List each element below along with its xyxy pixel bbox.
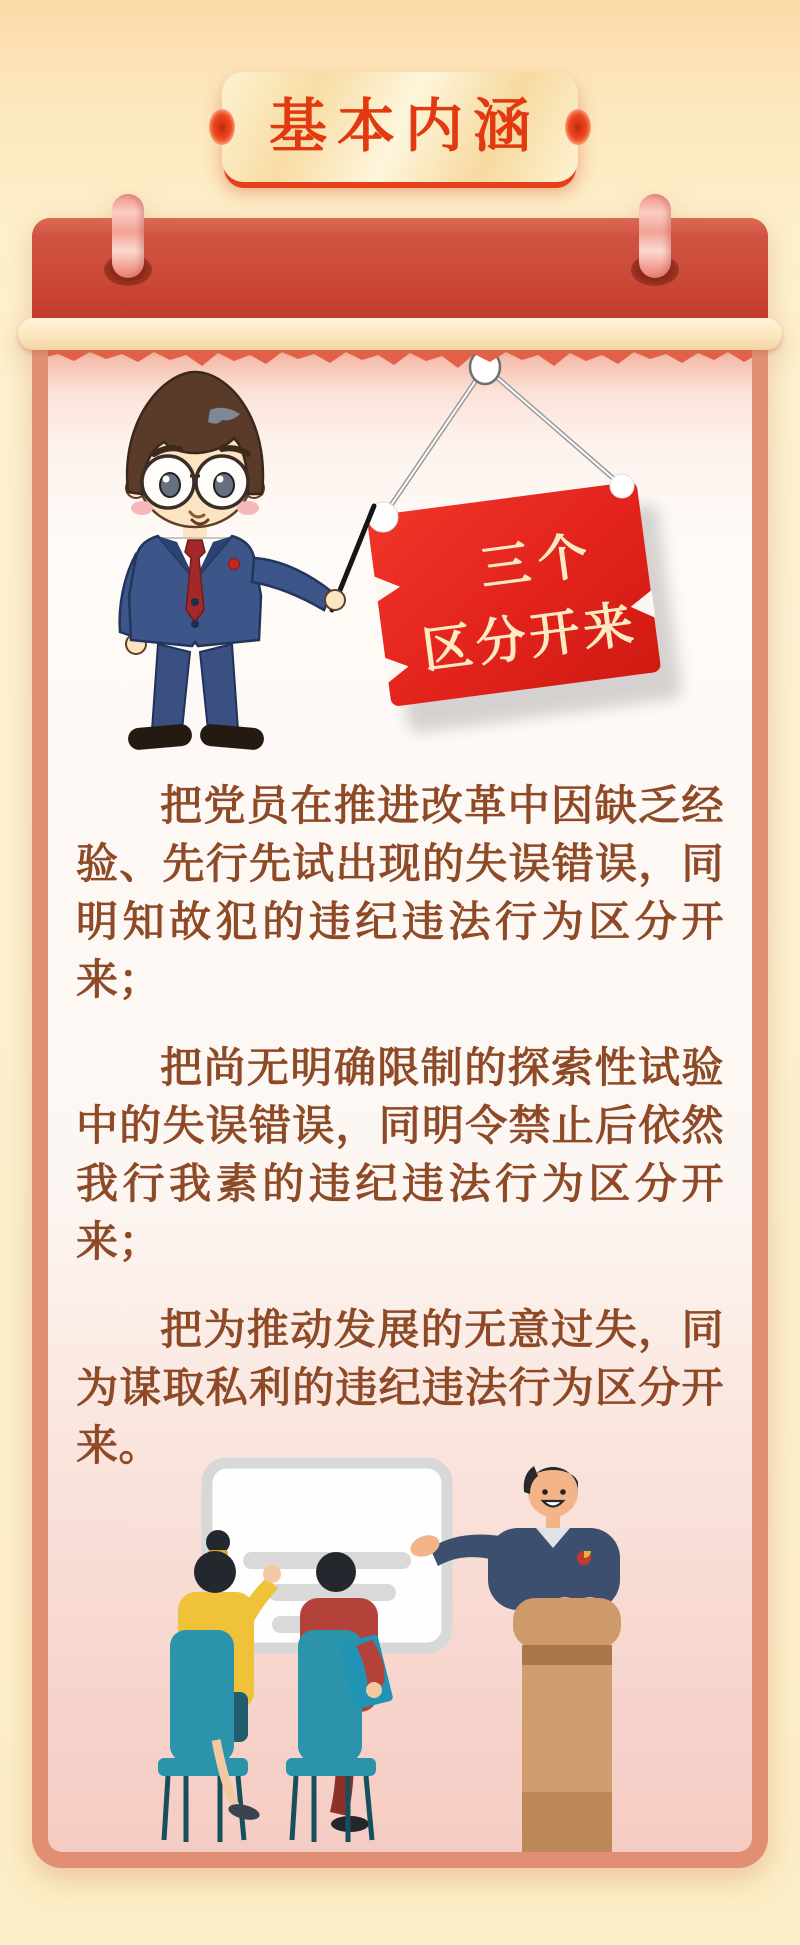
binder-ring-left-icon (112, 194, 144, 278)
paragraph-3: 把为推动发展的无意过失，同为谋取私利的违纪违法行为区分开来。 (76, 1308, 724, 1470)
title-banner (222, 72, 578, 182)
teacher-figure (120, 372, 374, 751)
podium-icon (513, 1598, 621, 1852)
paper-roll-strip (18, 318, 782, 350)
paragraph-2: 把尚无明确限制的探索性试验中的失误错误，同明令禁止后依然我行我素的违纪违法行为区分开来； (76, 1046, 724, 1266)
party-badge-icon (229, 559, 240, 570)
page-title: 基本内涵 (268, 94, 541, 159)
sign-text-line2: 区分开来 (419, 595, 641, 680)
plaque-notch-right-icon (565, 109, 591, 145)
paragraph-1: 把党员在推进改革中因缺乏经验、先行先试出现的失误错误，同明知故犯的违纪违法行为区分开来； (76, 784, 724, 1004)
plaque-notch-left-icon (209, 109, 235, 145)
binder-ring-right-icon (639, 194, 671, 278)
man-hand (366, 1682, 382, 1698)
sign-text-line1: 三个 (476, 526, 600, 597)
classroom-illustration (120, 1440, 720, 1852)
calendar-card (32, 218, 768, 1868)
torn-paper-edge-icon (42, 346, 758, 376)
sign-pin-right-icon (610, 474, 634, 498)
hanging-sign (366, 481, 663, 707)
teacher-sign-illustration (32, 348, 768, 768)
body-text (76, 778, 724, 1506)
